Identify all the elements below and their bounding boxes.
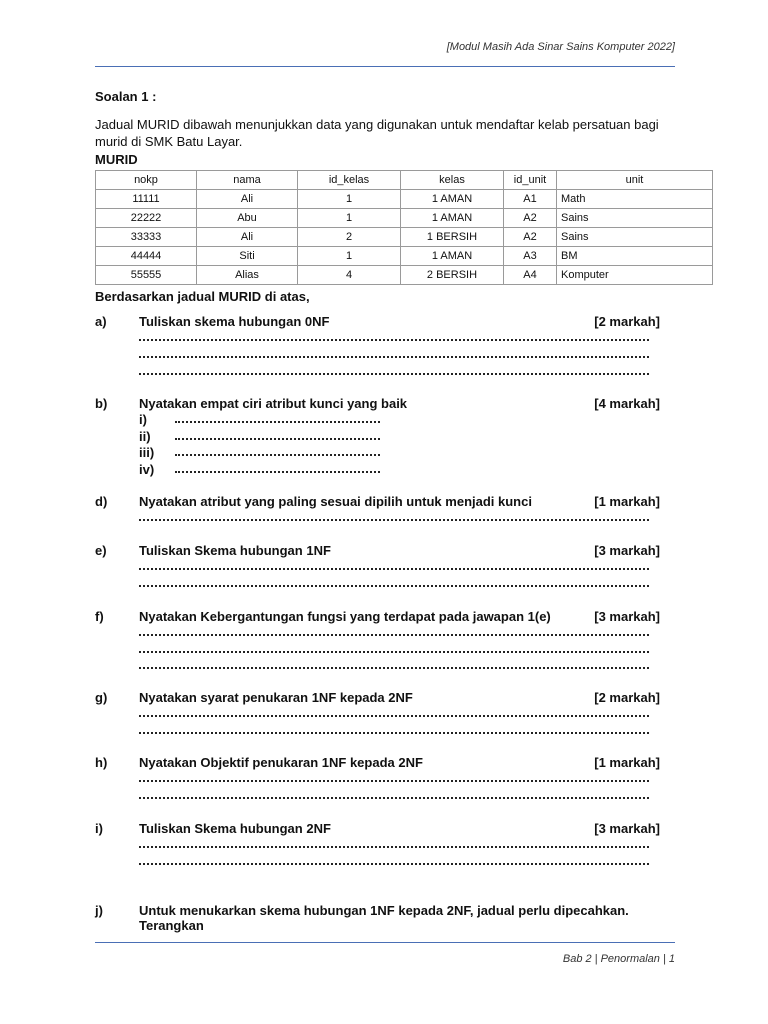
- sub-item-label: ii): [139, 429, 151, 444]
- table-cell: Ali: [197, 190, 298, 209]
- page-footer: Bab 2 | Penormalan | 1: [562, 953, 675, 965]
- question-text: Tuliskan Skema hubungan 1NF: [139, 543, 331, 558]
- question-label: a): [95, 314, 107, 329]
- table-cell: 4: [298, 266, 401, 285]
- answer-line[interactable]: [139, 707, 649, 717]
- question-label: f): [95, 609, 104, 624]
- question-marks: [1 markah]: [594, 755, 660, 770]
- question-text: Untuk menukarkan skema hubungan 1NF kepada 2NF, jadual perlu dipecahkan. Terangkan: [139, 903, 629, 933]
- intro-line-1: Jadual MURID dibawah menunjukkan data yang digunakan untuk mendaftar kelab persatuan bagi: [95, 117, 659, 132]
- page-header: [Modul Masih Ada Sinar Sains Komputer 2022]: [446, 41, 675, 53]
- sub-item-label: iii): [139, 445, 155, 460]
- column-header: id_unit: [504, 171, 557, 190]
- table-cell: 1 AMAN: [401, 209, 504, 228]
- answer-line[interactable]: [139, 724, 649, 734]
- question-marks: [3 markah]: [594, 543, 660, 558]
- table-cell: A3: [504, 247, 557, 266]
- answer-line[interactable]: [139, 659, 649, 669]
- table-cell: Sains: [557, 228, 713, 247]
- question-text: Tuliskan skema hubungan 0NF: [139, 314, 330, 329]
- table-title: MURID: [95, 152, 138, 167]
- table-cell: 1: [298, 209, 401, 228]
- table-cell: Ali: [197, 228, 298, 247]
- answer-line[interactable]: [139, 838, 649, 848]
- table-cell: Math: [557, 190, 713, 209]
- table-cell: 22222: [96, 209, 197, 228]
- question-marks: [2 markah]: [594, 314, 660, 329]
- question-marks: [3 markah]: [594, 609, 660, 624]
- column-header: nama: [197, 171, 298, 190]
- answer-line[interactable]: [175, 413, 380, 423]
- answer-line[interactable]: [139, 643, 649, 653]
- table-cell: Komputer: [557, 266, 713, 285]
- question-text: Tuliskan Skema hubungan 2NF: [139, 821, 331, 836]
- murid-table: [95, 170, 713, 285]
- answer-line[interactable]: [175, 463, 380, 473]
- sub-item-label: i): [139, 412, 147, 427]
- table-cell: 1: [298, 247, 401, 266]
- table-cell: A2: [504, 209, 557, 228]
- table-cell: 11111: [96, 190, 197, 209]
- table-row: [96, 190, 713, 209]
- answer-line[interactable]: [139, 511, 649, 521]
- table-header-row: [96, 171, 713, 190]
- question-text: Nyatakan Objektif penukaran 1NF kepada 2NF: [139, 755, 423, 770]
- instruction-text: Berdasarkan jadual MURID di atas,: [95, 289, 310, 304]
- answer-line[interactable]: [139, 560, 649, 570]
- table-cell: Siti: [197, 247, 298, 266]
- question-text: Nyatakan Kebergantungan fungsi yang terdapat pada jawapan 1(e): [139, 609, 551, 624]
- table-cell: A2: [504, 228, 557, 247]
- table-cell: 55555: [96, 266, 197, 285]
- question-label: b): [95, 396, 108, 411]
- intro-line-2: murid di SMK Batu Layar.: [95, 134, 243, 149]
- table-cell: 1: [298, 190, 401, 209]
- table-cell: A4: [504, 266, 557, 285]
- table-cell: BM: [557, 247, 713, 266]
- table-cell: 44444: [96, 247, 197, 266]
- answer-line[interactable]: [139, 331, 649, 341]
- table-cell: Abu: [197, 209, 298, 228]
- question-label: i): [95, 821, 103, 836]
- question-label: d): [95, 494, 108, 509]
- table-cell: 2 BERSIH: [401, 266, 504, 285]
- table-cell: 33333: [96, 228, 197, 247]
- table-cell: A1: [504, 190, 557, 209]
- table-row: [96, 247, 713, 266]
- question-number: Soalan 1 :: [95, 89, 157, 104]
- answer-line[interactable]: [139, 365, 649, 375]
- question-marks: [2 markah]: [594, 690, 660, 705]
- table-cell: 1 AMAN: [401, 247, 504, 266]
- table-cell: 1 BERSIH: [401, 228, 504, 247]
- sub-item-label: iv): [139, 462, 155, 477]
- answer-line[interactable]: [139, 789, 649, 799]
- question-marks: [3 markah]: [594, 821, 660, 836]
- table-cell: 2: [298, 228, 401, 247]
- question-label: e): [95, 543, 107, 558]
- column-header: kelas: [401, 171, 504, 190]
- table-row: [96, 228, 713, 247]
- table-row: [96, 266, 713, 285]
- answer-line[interactable]: [139, 577, 649, 587]
- table-cell: 1 AMAN: [401, 190, 504, 209]
- question-text: Nyatakan empat ciri atribut kunci yang baik: [139, 396, 408, 411]
- column-header: unit: [557, 171, 713, 190]
- question-text: Nyatakan atribut yang paling sesuai dipilih untuk menjadi kunci: [139, 494, 532, 509]
- answer-line[interactable]: [175, 446, 380, 456]
- question-label: j): [95, 903, 103, 918]
- answer-line[interactable]: [139, 348, 649, 358]
- answer-line[interactable]: [139, 626, 649, 636]
- answer-line[interactable]: [139, 772, 649, 782]
- answer-line[interactable]: [175, 430, 380, 440]
- table-cell: Alias: [197, 266, 298, 285]
- table-row: [96, 209, 713, 228]
- column-header: nokp: [96, 171, 197, 190]
- question-text: Nyatakan syarat penukaran 1NF kepada 2NF: [139, 690, 413, 705]
- column-header: id_kelas: [298, 171, 401, 190]
- table-cell: Sains: [557, 209, 713, 228]
- footer-rule: [95, 942, 675, 943]
- answer-line[interactable]: [139, 855, 649, 865]
- question-label: h): [95, 755, 108, 770]
- header-rule: [95, 66, 675, 67]
- question-marks: [1 markah]: [594, 494, 660, 509]
- question-marks: [4 markah]: [594, 396, 660, 411]
- question-label: g): [95, 690, 108, 705]
